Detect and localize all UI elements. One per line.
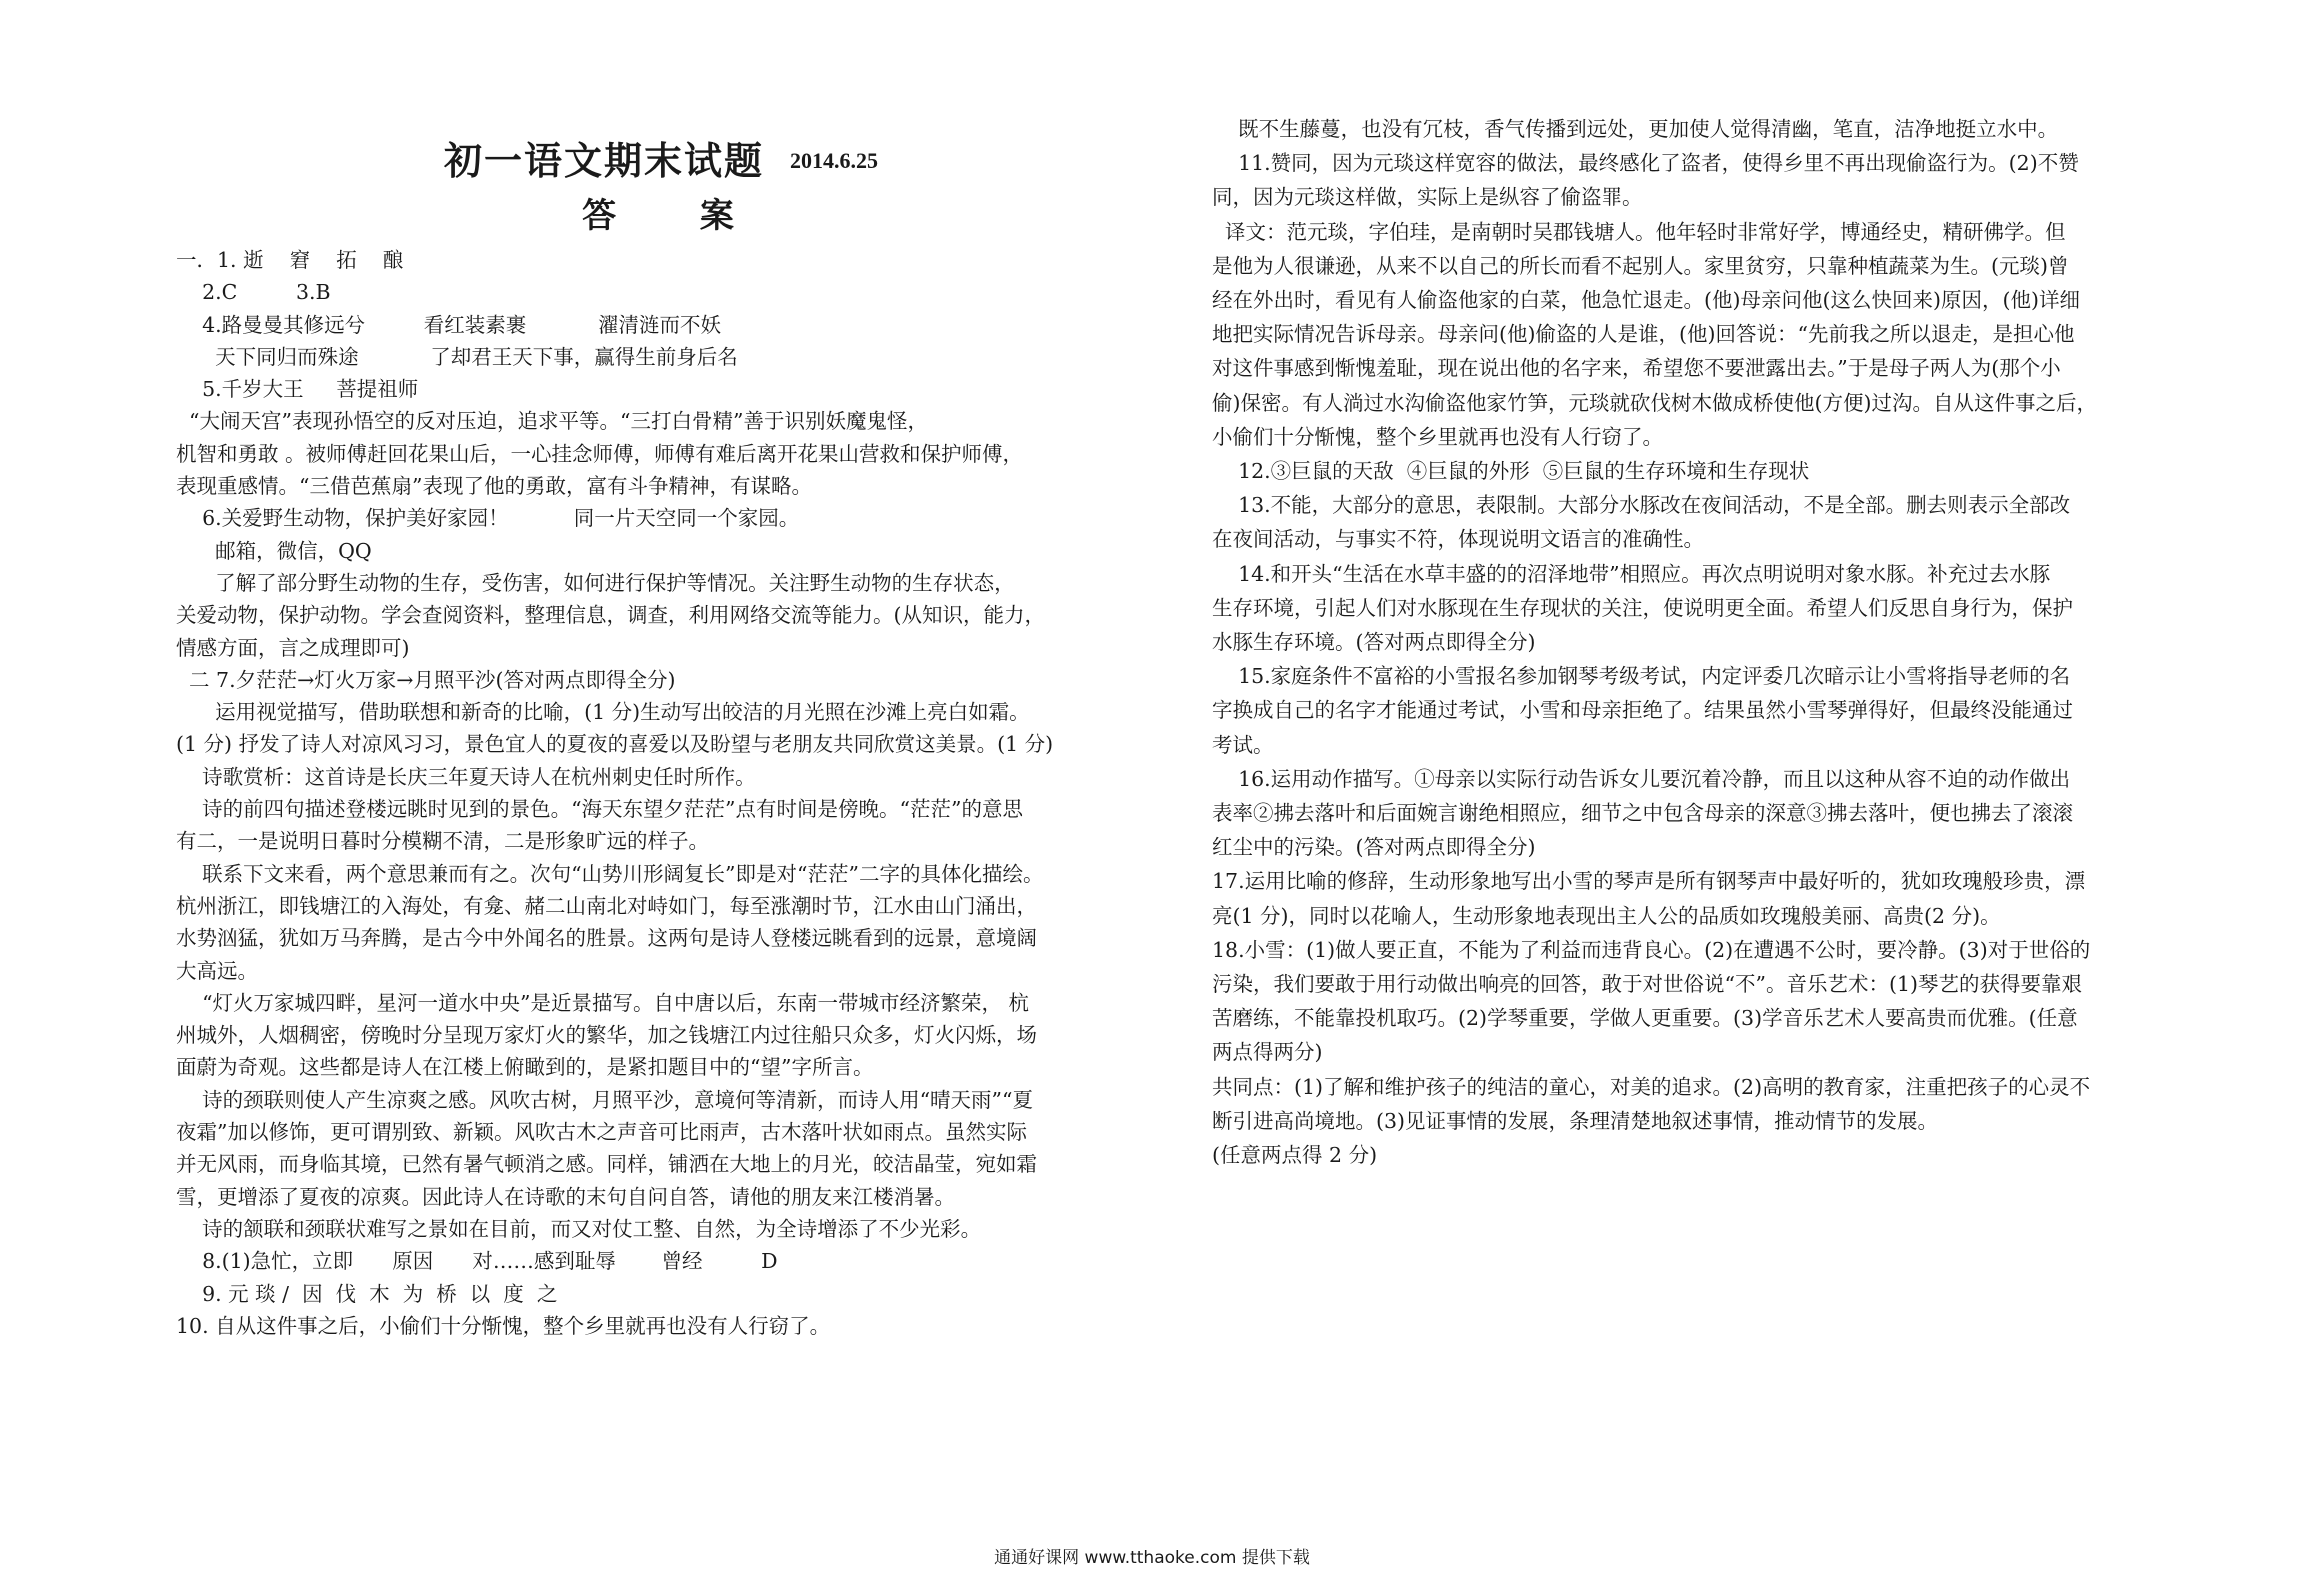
answer-line: 经在外出时，看见有人偷盗他家的白菜，他急忙退走。(他)母亲问他(这么快回来)原因，(他)详细 [1212, 288, 2080, 313]
answer-line: 关爱动物，保护动物。学会查阅资料，整理信息，调查，利用网络交流等能力。(从知识，能力， [176, 603, 1045, 628]
answer-line: 州城外，人烟稠密，傍晚时分呈现万家灯火的繁华，加之钱塘江内过往船只众多，灯火闪烁，场 [176, 1023, 1037, 1048]
answer-line: 机智和勇敢 。被师傅赶回花果山后，一心挂念师傅，师傅有难后离开花果山营救和保护师傅， [176, 441, 1024, 466]
answer-line: 二 7.夕茫茫→灯火万家→月照平沙(答对两点即得全分) [176, 667, 676, 692]
answer-line: 15.家庭条件不富裕的小雪报名参加钢琴考级考试，内定评委几次暗示让小雪将指导老师的名 [1212, 664, 2071, 689]
answer-line: 13.不能，大部分的意思，表限制。大部分水豚改在夜间活动，不是全部。删去则表示全部改 [1212, 493, 2071, 518]
answer-line: 诗歌赏析：这首诗是长庆三年夏天诗人在杭州刺史任时所作。 [176, 764, 756, 789]
answer-line: (任意两点得 2 分) [1212, 1143, 1378, 1168]
left-column [176, 130, 1146, 1342]
answer-line: 4.路曼曼其修远兮 看红装素裹 濯清涟而不妖 [176, 312, 721, 337]
answer-line: 12.③巨鼠的天敌 ④巨鼠的外形 ⑤巨鼠的生存环境和生存现状 [1212, 459, 1810, 484]
answer-line: 表率②拂去落叶和后面婉言谢绝相照应，细节之中包含母亲的深意③拂去落叶，便也拂去了滚滚 [1212, 801, 2073, 826]
answer-line: 是他为人很谦逊，从来不以自己的所长而看不起别人。家里贫穷，只靠种植蔬菜为生。(元琰)曾 [1212, 253, 2069, 278]
answer-line: 考试。 [1212, 732, 1274, 757]
answer-line: 并无风雨，而身临其境，已然有暑气顿消之感。同样，铺洒在大地上的月光，皎洁晶莹，宛如霜 [176, 1152, 1037, 1177]
answer-line: 断引进高尚境地。(3)见证事情的发展，条理清楚地叙述事情，推动情节的发展。 [1212, 1108, 1939, 1133]
answer-line: 有二，一是说明日暮时分模糊不清，二是形象旷远的样子。 [176, 829, 709, 854]
right-answer-text [1212, 112, 2132, 1172]
answer-line: 16.运用动作描写。①母亲以实际行动告诉女儿要沉着冷静，而且以这种从容不迫的动作做出 [1212, 766, 2071, 791]
answer-line: 了解了部分野生动物的生存，受伤害，如何进行保护等情况。关注野生动物的生存状态， [176, 570, 1015, 595]
answer-line: 雪，更增添了夏夜的凉爽。因此诗人在诗歌的末句自问自答，请他的朋友来江楼消暑。 [176, 1184, 955, 1209]
answer-line: 污染，我们要敢于用行动做出响亮的回答，敢于对世俗说“不”。音乐艺术：(1)琴艺的获得要靠艰 [1212, 972, 2082, 997]
answer-line: 表现重感情。“三借芭蕉扇”表现了他的勇敢，富有斗争精神，有谋略。 [176, 474, 812, 499]
answer-line: 小偷们十分惭愧，整个乡里就再也没有人行窃了。 [1212, 424, 1663, 449]
answer-line: 情感方面，言之成理即可) [176, 635, 410, 660]
answer-line: 11.赞同，因为元琰这样宽容的做法，最终感化了盗者，使得乡里不再出现偷盗行为。(2)不赞 [1212, 151, 2079, 176]
answer-line: 一．1. 逝 窘 拓 酿 [176, 248, 404, 272]
answer-line: 14.和开头“生活在水草丰盛的的沼泽地带”相照应。再次点明说明对象水豚。补充过去水豚 [1212, 561, 2051, 586]
answer-line: 既不生藤蔓，也没有冗枝，香气传播到远处，更加使人觉得清幽，笔直，洁净地挺立水中。 [1212, 117, 2059, 141]
answer-line: 译文：范元琰，字伯珪，是南朝时吴郡钱塘人。他年轻时非常好学，博通经史，精研佛学。但 [1212, 219, 2066, 244]
answer-line: 字换成自己的名字才能通过考试，小雪和母亲拒绝了。结果虽然小雪琴弹得好，但最终没能通过 [1212, 698, 2073, 723]
answer-line: 5.千岁大王 菩提祖师 [176, 377, 419, 402]
answer-line: 苦磨练，不能靠投机取巧。(2)学琴重要，学做人更重要。(3)学音乐艺术人要高贵而优雅。(任意 [1212, 1006, 2078, 1031]
answer-line: 诗的前四句描述登楼远眺时见到的景色。“海天东望夕茫茫”点有时间是傍晚。“茫茫”的意思 [176, 797, 1023, 822]
answer-line: 面蔚为奇观。这些都是诗人在江楼上俯瞰到的，是紧扣题目中的“望”字所言。 [176, 1055, 874, 1080]
answer-line: 运用视觉描写，借助联想和新奇的比喻，(1 分)生动写出皎洁的月光照在沙滩上亮白如霜。 [176, 700, 1030, 725]
answer-line: 9. 元 琰 / 因 伐 木 为 桥 以 度 之 [176, 1281, 558, 1306]
footer-source: 通通好课网 www.tthaoke.com 提供下载 [994, 1548, 1310, 1568]
answer-line: 在夜间活动，与事实不符，体现说明文语言的准确性。 [1212, 527, 1704, 552]
answer-line: 亮(1 分)，同时以花喻人，生动形象地表现出主人公的品质如玫瑰般美丽、高贵(2 分)。 [1212, 903, 2001, 928]
answer-line: 偷)保密。有人淌过水沟偷盗他家竹笋，元琰就砍伐树木做成桥使他(方便)过沟。自从这件事之后， [1212, 390, 2097, 415]
answer-line: 夜霜”加以修饰，更可谓别致、新颖。风吹古木之声音可比雨声，古木落叶状如雨点。虽然实际 [176, 1120, 1027, 1145]
answer-line: 杭州浙江，即钱塘江的入海处，有龛、赭二山南北对峙如门，每至涨潮时节，江水由山门涌出， [176, 893, 1037, 918]
answer-line: 红尘中的污染。(答对两点即得全分) [1212, 835, 1536, 860]
answer-line: (1 分) 抒发了诗人对凉风习习，景色宜人的夏夜的喜爱以及盼望与老朋友共同欣赏这美景。(1 分) [176, 732, 1054, 757]
title-row [176, 130, 1146, 183]
answer-line: 6.关爱野生动物，保护美好家园！ 同一片天空同一个家园。 [176, 506, 800, 531]
answer-line: 8.(1)急忙，立即 原因 对……感到耻辱 曾经 D [176, 1249, 778, 1274]
answer-line: 诗的颔联和颈联状难写之景如在目前，而又对仗工整、自然，为全诗增添了不少光彩。 [176, 1216, 982, 1241]
answer-line: 诗的颈联则使人产生凉爽之感。风吹古树，月照平沙，意境何等清新，而诗人用“晴天雨”“夏 [176, 1087, 1034, 1112]
right-column [1212, 112, 2132, 1172]
answer-line: “灯火万家城四畔，星河一道水中央”是近景描写。自中唐以后，东南一带城市经济繁荣， 杭 [176, 990, 1030, 1015]
answer-line: 2.C 3.B [176, 280, 331, 305]
answer-line: 天下同归而殊途 了却君王天下事，赢得生前身后名 [176, 344, 738, 369]
answer-line: 联系下文来看，两个意思兼而有之。次句“山势川形阔复长”即是对“茫茫”二字的具体化描绘。 [176, 861, 1044, 886]
answer-line: 大高远。 [176, 958, 258, 983]
answer-line: 对这件事感到惭愧羞耻，现在说出他的名字来，希望您不要泄露出去。”于是母子两人为(那个小 [1212, 356, 2061, 381]
page-title: 初一语文期末试题 [443, 138, 764, 183]
answer-line: 两点得两分) [1212, 1040, 1323, 1065]
answer-line: 生存环境，引起人们对水豚现在生存现状的关注，使说明更全面。希望人们反思自身行为，保护 [1212, 595, 2073, 620]
answer-line: 同，因为元琰这样做，实际上是纵容了偷盗罪。 [1212, 185, 1643, 210]
answer-line: 水势汹猛，犹如万马奔腾，是古今中外闻名的胜景。这两句是诗人登楼远眺看到的远景，意境阔 [176, 926, 1037, 951]
answer-heading: 答 案 [582, 196, 770, 236]
answer-line: 邮箱，微信，QQ [176, 538, 372, 563]
exam-date: 2014.6.25 [790, 148, 878, 173]
answer-line: 10. 自从这件事之后，小偷们十分惭愧，整个乡里就再也没有人行窃了。 [176, 1313, 831, 1338]
answer-line: 18.小雪：(1)做人要正直，不能为了利益而违背良心。(2)在遭遇不公时，要冷静。(3)对于世俗的 [1212, 937, 2091, 962]
answer-line: “大闹天宫”表现孙悟空的反对压迫，追求平等。“三打白骨精”善于识别妖魔鬼怪， [176, 409, 928, 434]
answer-line: 地把实际情况告诉母亲。母亲问(他)偷盗的人是谁，(他)回答说：“先前我之所以退走，是担心他 [1212, 322, 2075, 347]
left-answer-text [176, 244, 1146, 1342]
answer-line: 17.运用比喻的修辞，生动形象地写出小雪的琴声是所有钢琴声中最好听的，犹如玫瑰般珍贵，漂 [1212, 869, 2086, 894]
answer-line: 水豚生存环境。(答对两点即得全分) [1212, 630, 1536, 655]
answer-line: 共同点：(1)了解和维护孩子的纯洁的童心，对美的追求。(2)高明的教育家，注重把孩子的心灵不 [1212, 1074, 2091, 1099]
